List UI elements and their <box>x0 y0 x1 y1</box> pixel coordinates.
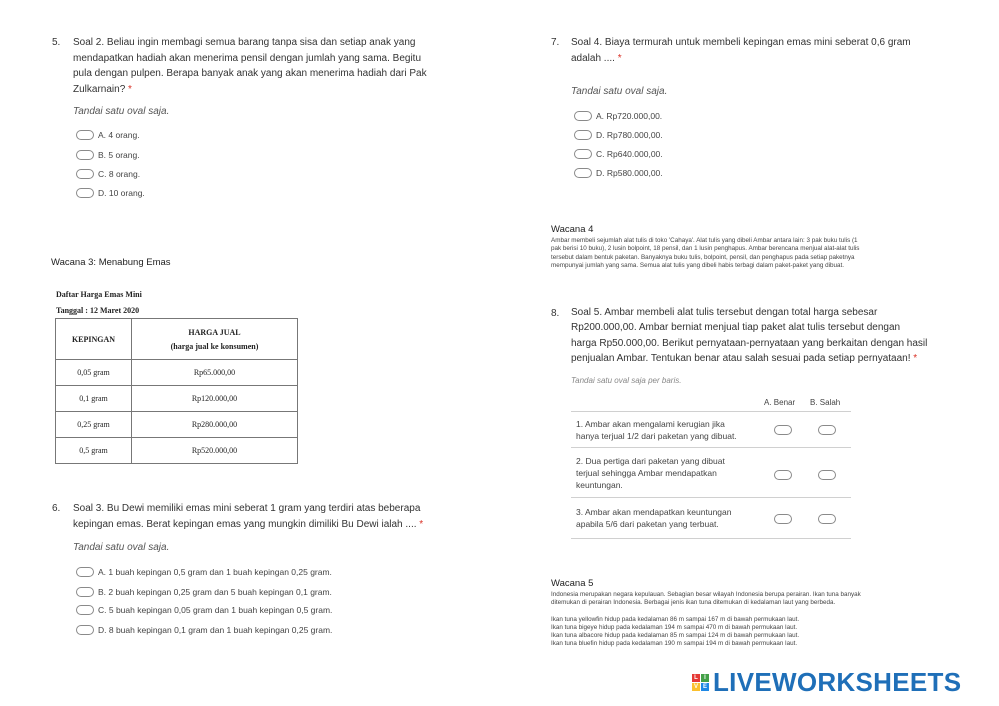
option-label: B. 2 buah kepingan 0,25 gram dan 5 buah kepingan 0,1 gram. <box>98 587 332 597</box>
price-table-date: Tanggal : 12 Maret 2020 <box>56 306 140 315</box>
grid-row-line: terjual sehingga Ambar mendapatkan <box>576 468 717 478</box>
required-marker: * <box>128 83 132 95</box>
question-7-number: 7. <box>551 37 560 48</box>
grid-row-line: 3. Ambar akan mendapatkan keuntungan <box>576 507 732 517</box>
wacana-4-line: pak berisi 10 buku), 2 lusin bolpoint, 18 pensil, dan 1 lusin penghapus. Ambar berencana menjual alat-alat tulis <box>551 245 860 253</box>
q5-option-c[interactable] <box>76 169 140 179</box>
grid-row-2 <box>571 447 851 498</box>
wacana-5-fact: Ikan tuna yellowfin hidup pada kedalaman 86 m sampai 167 m di bawah permukaan laut. <box>551 615 800 623</box>
wacana-4-line: Ambar membeli sejumlah alat tulis di toko 'Cahaya'. Alat tulis yang dibeli Ambar antara lain: 3 pak buku tulis (1 <box>551 237 858 244</box>
header-line: HARGA JUAL <box>188 327 241 337</box>
q5-option-a[interactable] <box>76 130 140 140</box>
radio-oval[interactable] <box>76 625 94 635</box>
grid-radio-salah[interactable] <box>818 514 836 524</box>
radio-oval[interactable] <box>76 188 94 198</box>
question-7-text <box>571 35 971 66</box>
table-row <box>56 386 298 412</box>
radio-oval[interactable] <box>76 130 94 140</box>
radio-oval[interactable] <box>76 605 94 615</box>
option-label: C. 5 buah kepingan 0,05 gram dan 1 buah kepingan 0,5 gram. <box>98 605 333 615</box>
option-label: D. Rp580.000,00. <box>596 168 663 178</box>
q7-option-d[interactable] <box>574 168 663 178</box>
question-8-line: Rp200.000,00. Ambar berniat menjual tiap paket alat tulis tersebut dengan <box>571 322 901 334</box>
logo-letter: I <box>701 674 709 682</box>
grid-radio-salah[interactable] <box>818 425 836 435</box>
grid-row-1 <box>571 411 851 448</box>
question-5-number: 5. <box>52 37 61 48</box>
radio-oval[interactable] <box>76 150 94 160</box>
q5-option-b[interactable] <box>76 150 140 160</box>
grid-row-3 <box>571 497 851 539</box>
radio-oval[interactable] <box>76 587 94 597</box>
question-5-text <box>73 35 473 97</box>
liveworksheets-logo <box>692 667 961 698</box>
option-label: A. 1 buah kepingan 0,5 gram dan 1 buah kepingan 0,25 gram. <box>98 567 332 577</box>
required-marker: * <box>913 352 918 364</box>
question-6-line: Soal 3. Bu Dewi memiliki emas mini seberat 1 gram yang terdiri atas beberapa <box>73 503 421 514</box>
logo-icon <box>692 674 709 691</box>
grid-row-label <box>576 506 731 530</box>
wacana-4-line: tersebut dalam bentuk paketan. Banyaknya buku tulis, bolpoint, pensil, dan penghapus pada setiap paketnya <box>551 253 855 261</box>
cell-kepingan: 0,5 gram <box>56 438 132 464</box>
grid-row-line: hanya terjual 1/2 dari paketan yang dibuat. <box>576 431 737 441</box>
wacana-5-fact: Ikan tuna bluefin hidup pada kedalaman 190 m sampai 194 m di bawah permukaan laut. <box>551 640 798 648</box>
radio-oval[interactable] <box>76 567 94 577</box>
option-label: D. Rp780.000,00. <box>596 130 663 140</box>
wacana-5-title: Wacana 5 <box>551 578 594 589</box>
logo-letter: E <box>702 684 707 690</box>
question-6-text <box>73 501 493 532</box>
q6-option-b[interactable] <box>76 587 332 597</box>
question-8-line: Soal 5. Ambar membeli alat tulis tersebut dengan total harga sebesar <box>571 307 878 318</box>
option-label: D. 10 orang. <box>98 188 145 198</box>
cell-harga: Rp65.000,00 <box>132 360 298 386</box>
price-table-header-harga <box>132 319 298 360</box>
question-6-line: kepingan emas. Berat kepingan emas yang mungkin dimiliki Bu Dewi ialah .... <box>73 518 417 530</box>
wacana-5-line: ditemukan di perairan Indonesia. Berbagai jenis ikan tuna ditemukan di kedalaman laut yang berbeda. <box>551 599 836 607</box>
option-label: D. 8 buah kepingan 0,1 gram dan 1 buah kepingan 0,25 gram. <box>98 625 333 635</box>
radio-oval[interactable] <box>574 149 592 159</box>
grid-row-label <box>576 455 725 491</box>
grid-row-label <box>576 418 737 442</box>
cell-kepingan: 0,05 gram <box>56 360 132 386</box>
logo-text: LIVEWORKSHEETS <box>713 667 962 697</box>
cell-kepingan: 0,25 gram <box>56 412 132 438</box>
wacana-5-fact: Ikan tuna albacore hidup pada kedalaman 85 m sampai 124 m di bawah permukaan laut. <box>551 632 800 640</box>
cell-kepingan: 0,1 gram <box>56 386 132 412</box>
option-label: A. Rp720.000,00. <box>596 111 663 121</box>
question-8-text <box>571 305 966 366</box>
option-label: B. 5 orang. <box>98 150 140 160</box>
question-6-number: 6. <box>52 503 61 514</box>
question-8-line: penjualan Ambar. Tentukan benar atau salah sesuai pada setiap pernyataan! <box>571 352 911 364</box>
grid-radio-salah[interactable] <box>818 470 836 480</box>
q6-option-d[interactable] <box>76 625 332 635</box>
radio-oval[interactable] <box>76 169 94 179</box>
q7-option-b[interactable] <box>574 130 663 140</box>
required-marker: * <box>617 52 622 64</box>
grid-row-line: 2. Dua pertiga dari paketan yang dibuat <box>576 456 725 466</box>
option-label: C. 8 orang. <box>98 169 141 179</box>
grid-col-benar: A. Benar <box>764 398 796 407</box>
cell-harga: Rp520.000,00 <box>132 438 298 464</box>
grid-col-salah: B. Salah <box>810 398 841 407</box>
wacana-5-line: Indonesia merupakan negara kepulauan. Sebagian besar wilayah Indonesia berupa perairan. Ikan tuna banyak <box>551 591 861 598</box>
q7-option-a[interactable] <box>574 111 662 121</box>
grid-radio-benar[interactable] <box>774 470 792 480</box>
question-5-line: pula dengan pulpen. Berapa banyak anak yang akan menerima hadiah dari Pak <box>73 68 427 79</box>
q6-option-a[interactable] <box>76 567 332 577</box>
q7-option-c[interactable] <box>574 149 663 159</box>
grid-radio-benar[interactable] <box>774 514 792 524</box>
price-table <box>55 318 298 464</box>
wacana-4-text <box>551 237 946 270</box>
wacana-5-fact: Ikan tuna bigeye hidup pada kedalaman 194 m sampai 470 m di bawah permukaan laut. <box>551 623 798 631</box>
question-5-line: Zulkarnain? <box>73 83 126 95</box>
q5-option-d[interactable] <box>76 188 145 198</box>
radio-oval[interactable] <box>574 111 592 121</box>
question-8-number: 8. <box>551 308 560 319</box>
question-6-hint: Tandai satu oval saja. <box>73 542 170 553</box>
grid-row-line: 1. Ambar akan mengalami kerugian jika <box>576 419 725 429</box>
question-5-line: Soal 2. Beliau ingin membagi semua barang tanpa sisa dan setiap anak yang <box>73 37 416 48</box>
wacana-3-title: Wacana 3: Menabung Emas <box>51 257 171 268</box>
header-line: (harga jual ke konsumen) <box>170 341 259 351</box>
question-5-hint: Tandai satu oval saja. <box>73 106 170 117</box>
table-row <box>56 412 298 438</box>
q6-option-c[interactable] <box>76 605 332 615</box>
price-table-title: Daftar Harga Emas Mini <box>56 290 142 299</box>
question-5-line: mendapatkan hadiah akan menerima pensil dengan jumlah yang sama. Begitu <box>73 52 422 64</box>
question-7-line: adalah .... <box>571 52 615 64</box>
question-8-hint: Tandai satu oval saja per baris. <box>571 376 682 385</box>
question-7-hint: Tandai satu oval saja. <box>571 86 668 97</box>
grid-row-line: apabila 5/6 dari paketan yang terbuat. <box>576 519 719 529</box>
price-table-header-kepingan: KEPINGAN <box>56 319 132 360</box>
wacana-5-text <box>551 591 951 649</box>
logo-letter: V <box>693 684 698 690</box>
cell-harga: Rp280.000,00 <box>132 412 298 438</box>
option-label: A. 4 orang. <box>98 130 140 140</box>
required-marker: * <box>419 518 424 530</box>
grid-radio-benar[interactable] <box>774 425 792 435</box>
question-8-line: harga Rp50.000,00. Berikut pernyataan-pernyataan yang berkaitan dengan hasil <box>571 337 928 349</box>
grid-row-line: keuntungan. <box>576 480 623 490</box>
radio-oval[interactable] <box>574 168 592 178</box>
radio-oval[interactable] <box>574 130 592 140</box>
cell-harga: Rp120.000,00 <box>132 386 298 412</box>
option-label: C. Rp640.000,00. <box>596 149 663 159</box>
table-row <box>56 438 298 464</box>
wacana-4-title: Wacana 4 <box>551 224 594 235</box>
logo-letter: L <box>692 674 700 682</box>
table-row <box>56 360 298 386</box>
question-7-line: Soal 4. Biaya termurah untuk membeli kepingan emas mini seberat 0,6 gram <box>571 37 911 48</box>
wacana-4-line: mempunyai jumlah yang sama. Semua alat tulis yang dibeli habis terbagi dalam paket-paket yang dibuat. <box>551 261 844 269</box>
